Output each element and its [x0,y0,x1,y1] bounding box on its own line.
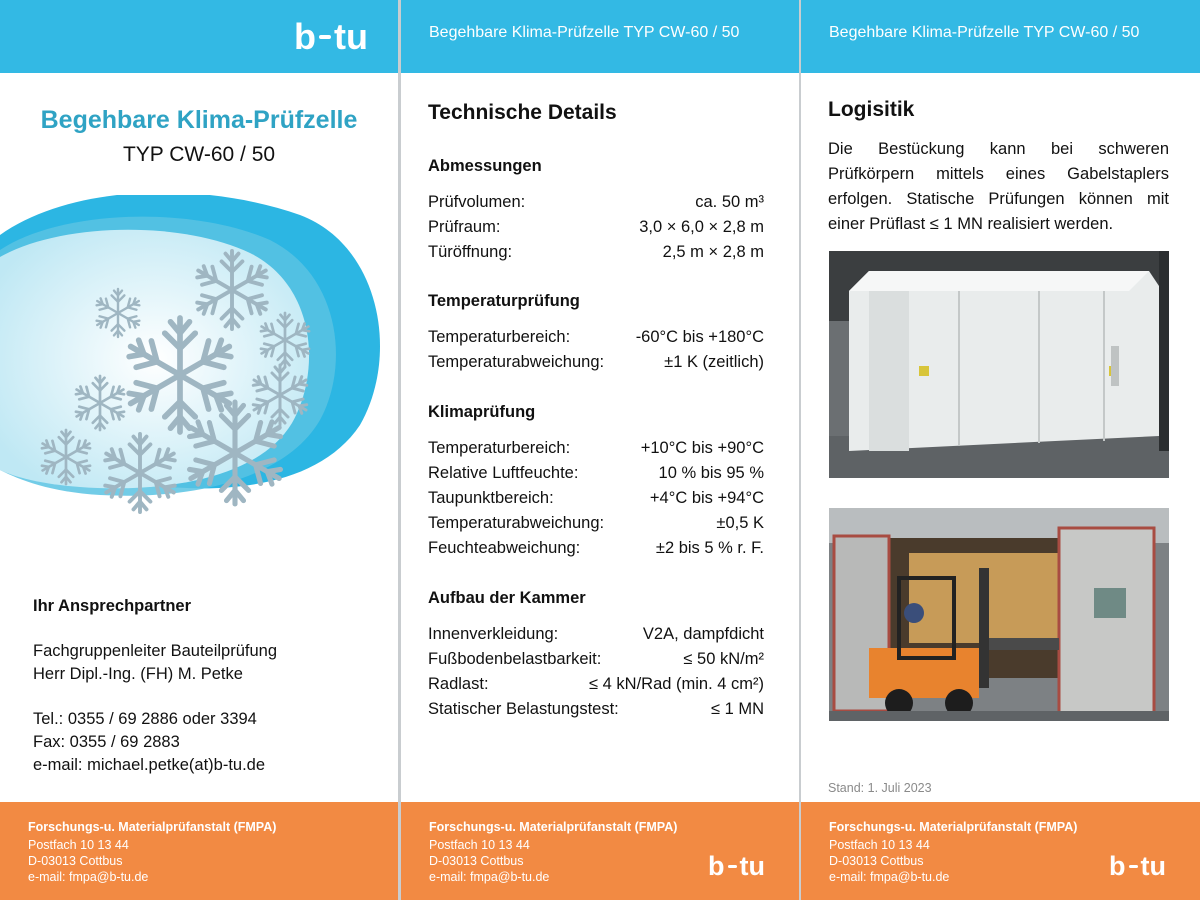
footer-org: Forschungs-u. Materialprüfanstalt (FMPA) [429,820,678,834]
footer-org: Forschungs-u. Materialprüfanstalt (FMPA) [829,820,1078,834]
contact-role: Fachgruppenleiter Bauteilprüfung [33,642,277,660]
forklift-photo [829,508,1169,721]
stand-date: Stand: 1. Juli 2023 [828,781,932,795]
spec-row: Taupunktbereich: +4°C bis +94°C [428,489,764,507]
footer-address [28,837,148,885]
spec-row: Radlast: ≤ 4 kN/Rad (min. 4 cm²) [428,675,764,693]
spec-row: Feuchteabweichung: ±2 bis 5 % r. F. [428,539,764,557]
snowflake-artwork [0,195,398,520]
contact-email[interactable]: e-mail: michael.petke(at)b-tu.de [33,756,266,774]
cover-title: Begehbare Klima-Prüfzelle [40,106,358,134]
spec-row: Temperaturabweichung: ±0,5 K [428,514,764,532]
logistik-panel [801,0,1200,900]
spec-row: Prüfraum: 3,0 × 6,0 × 2,8 m [428,218,764,236]
footer-postfach: Postfach 10 13 44 [429,838,530,852]
contact-heading: Ihr Ansprechpartner [33,597,192,615]
climate-chamber-photo [829,251,1169,478]
spec-row: Türöffnung: 2,5 m × 2,8 m [428,243,764,261]
details-panel [401,0,799,900]
top-bar [401,0,799,73]
footer-bar [0,802,398,900]
header-title: Begehbare Klima-Prüfzelle TYP CW-60 / 50 [829,24,1140,41]
footer-org: Forschungs-u. Materialprüfanstalt (FMPA) [28,820,277,834]
spec-row: Temperaturabweichung: ±1 K (zeitlich) [428,353,764,371]
logo-left: b [1109,851,1126,881]
spec-row: Relative Luftfeuchte: 10 % bis 95 % [428,464,764,482]
footer-city: D-03013 Cottbus [829,854,924,868]
btu-logo [294,16,368,58]
logistik-title: Logisitik [828,98,915,121]
btu-logo [1109,851,1166,882]
footer-address [429,837,549,885]
spec-row: Temperaturbereich: -60°C bis +180°C [428,328,764,346]
spec-row: Innenverkleidung: V2A, dampfdicht [428,625,764,643]
logo-left: b [294,16,317,57]
section-heading: Abmessungen [428,157,542,175]
logistik-text: Die Bestückung kann bei schweren Prüfkörpern mittels eines Gabelstaplers erfolgen. Statische Prüfungen können mit einer Prüflast ≤ 1 MN realisiert werden. [828,140,1169,233]
section-heading: Klimaprüfung [428,403,536,421]
spec-row: Statischer Belastungstest: ≤ 1 MN [428,700,764,718]
section-heading: Aufbau der Kammer [428,589,586,607]
cover-panel [0,0,398,900]
spec-row: Prüfvolumen: ca. 50 m³ [428,193,764,211]
footer-postfach: Postfach 10 13 44 [829,838,930,852]
contact-fax: Fax: 0355 / 69 2883 [33,733,180,751]
footer-address [829,837,949,885]
top-bar [801,0,1200,73]
logo-right: tu [1140,851,1166,881]
contact-tel: Tel.: 0355 / 69 2886 oder 3394 [33,710,257,728]
logo-right: tu [739,851,765,881]
footer-city: D-03013 Cottbus [429,854,524,868]
btu-logo [708,851,765,882]
footer-email[interactable]: e-mail: fmpa@b-tu.de [429,870,550,884]
logo-left: b [708,851,725,881]
footer-bar [801,802,1200,900]
logo-right: tu [334,16,368,57]
footer-email[interactable]: e-mail: fmpa@b-tu.de [829,870,950,884]
footer-postfach: Postfach 10 13 44 [28,838,129,852]
cover-subtitle: TYP CW-60 / 50 [122,143,276,166]
footer-bar [401,802,799,900]
spec-row: Fußbodenbelastbarkeit: ≤ 50 kN/m² [428,650,764,668]
top-bar [0,0,398,73]
footer-city: D-03013 Cottbus [28,854,123,868]
contact-name: Herr Dipl.-Ing. (FH) M. Petke [33,665,243,683]
details-title: Technische Details [428,101,617,124]
spec-row: Temperaturbereich: +10°C bis +90°C [428,439,764,457]
header-title: Begehbare Klima-Prüfzelle TYP CW-60 / 50 [429,24,740,41]
footer-email[interactable]: e-mail: fmpa@b-tu.de [28,870,149,884]
section-heading: Temperaturprüfung [428,292,580,310]
